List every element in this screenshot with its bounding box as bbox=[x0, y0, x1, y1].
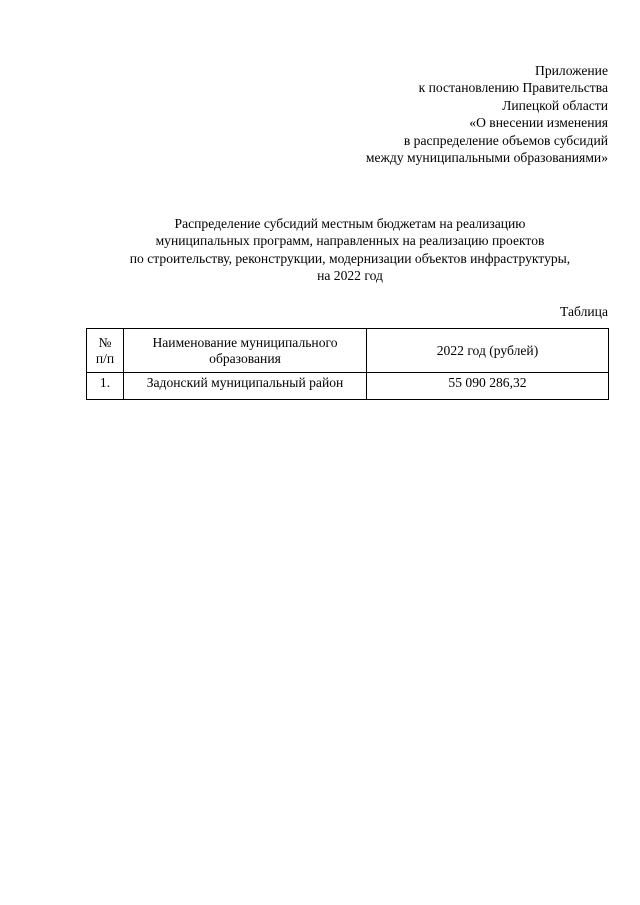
table-label: Таблица bbox=[560, 304, 608, 319]
header-name-line2: образования bbox=[209, 350, 281, 366]
title-line: по строительству, реконструкции, модернизации объектов инфраструктуры, bbox=[129, 250, 571, 266]
title-line: на 2022 год bbox=[317, 268, 383, 284]
appendix-line: Липецкой области bbox=[502, 97, 608, 113]
header-name-line1: Наименование муниципального bbox=[152, 334, 338, 350]
header-name bbox=[124, 329, 367, 373]
table-row bbox=[87, 373, 609, 400]
appendix-line: Приложение bbox=[535, 63, 608, 78]
row-num: 1. bbox=[87, 373, 124, 400]
title-line: Распределение субсидий местным бюджетам на реализацию bbox=[174, 216, 526, 231]
header-num-line1: № bbox=[98, 334, 112, 350]
appendix-line: «О внесении изменения bbox=[469, 115, 608, 131]
title-line: муниципальных программ, направленных на реализацию проектов bbox=[155, 233, 545, 249]
header-num-line2: п/п bbox=[95, 350, 115, 366]
table-header-row bbox=[87, 329, 609, 373]
appendix-header bbox=[366, 62, 608, 166]
header-num bbox=[87, 329, 124, 373]
subsidy-table bbox=[86, 328, 609, 400]
appendix-line: в распределение объемов субсидий bbox=[403, 132, 608, 148]
document-title bbox=[40, 215, 640, 285]
row-name: Задонский муниципальный район bbox=[124, 373, 367, 400]
appendix-line: к постановлению Правительства bbox=[418, 80, 608, 96]
header-amount: 2022 год (рублей) bbox=[367, 329, 609, 373]
row-amount: 55 090 286,32 bbox=[367, 373, 609, 400]
appendix-line: между муниципальными образованиями» bbox=[365, 150, 608, 166]
